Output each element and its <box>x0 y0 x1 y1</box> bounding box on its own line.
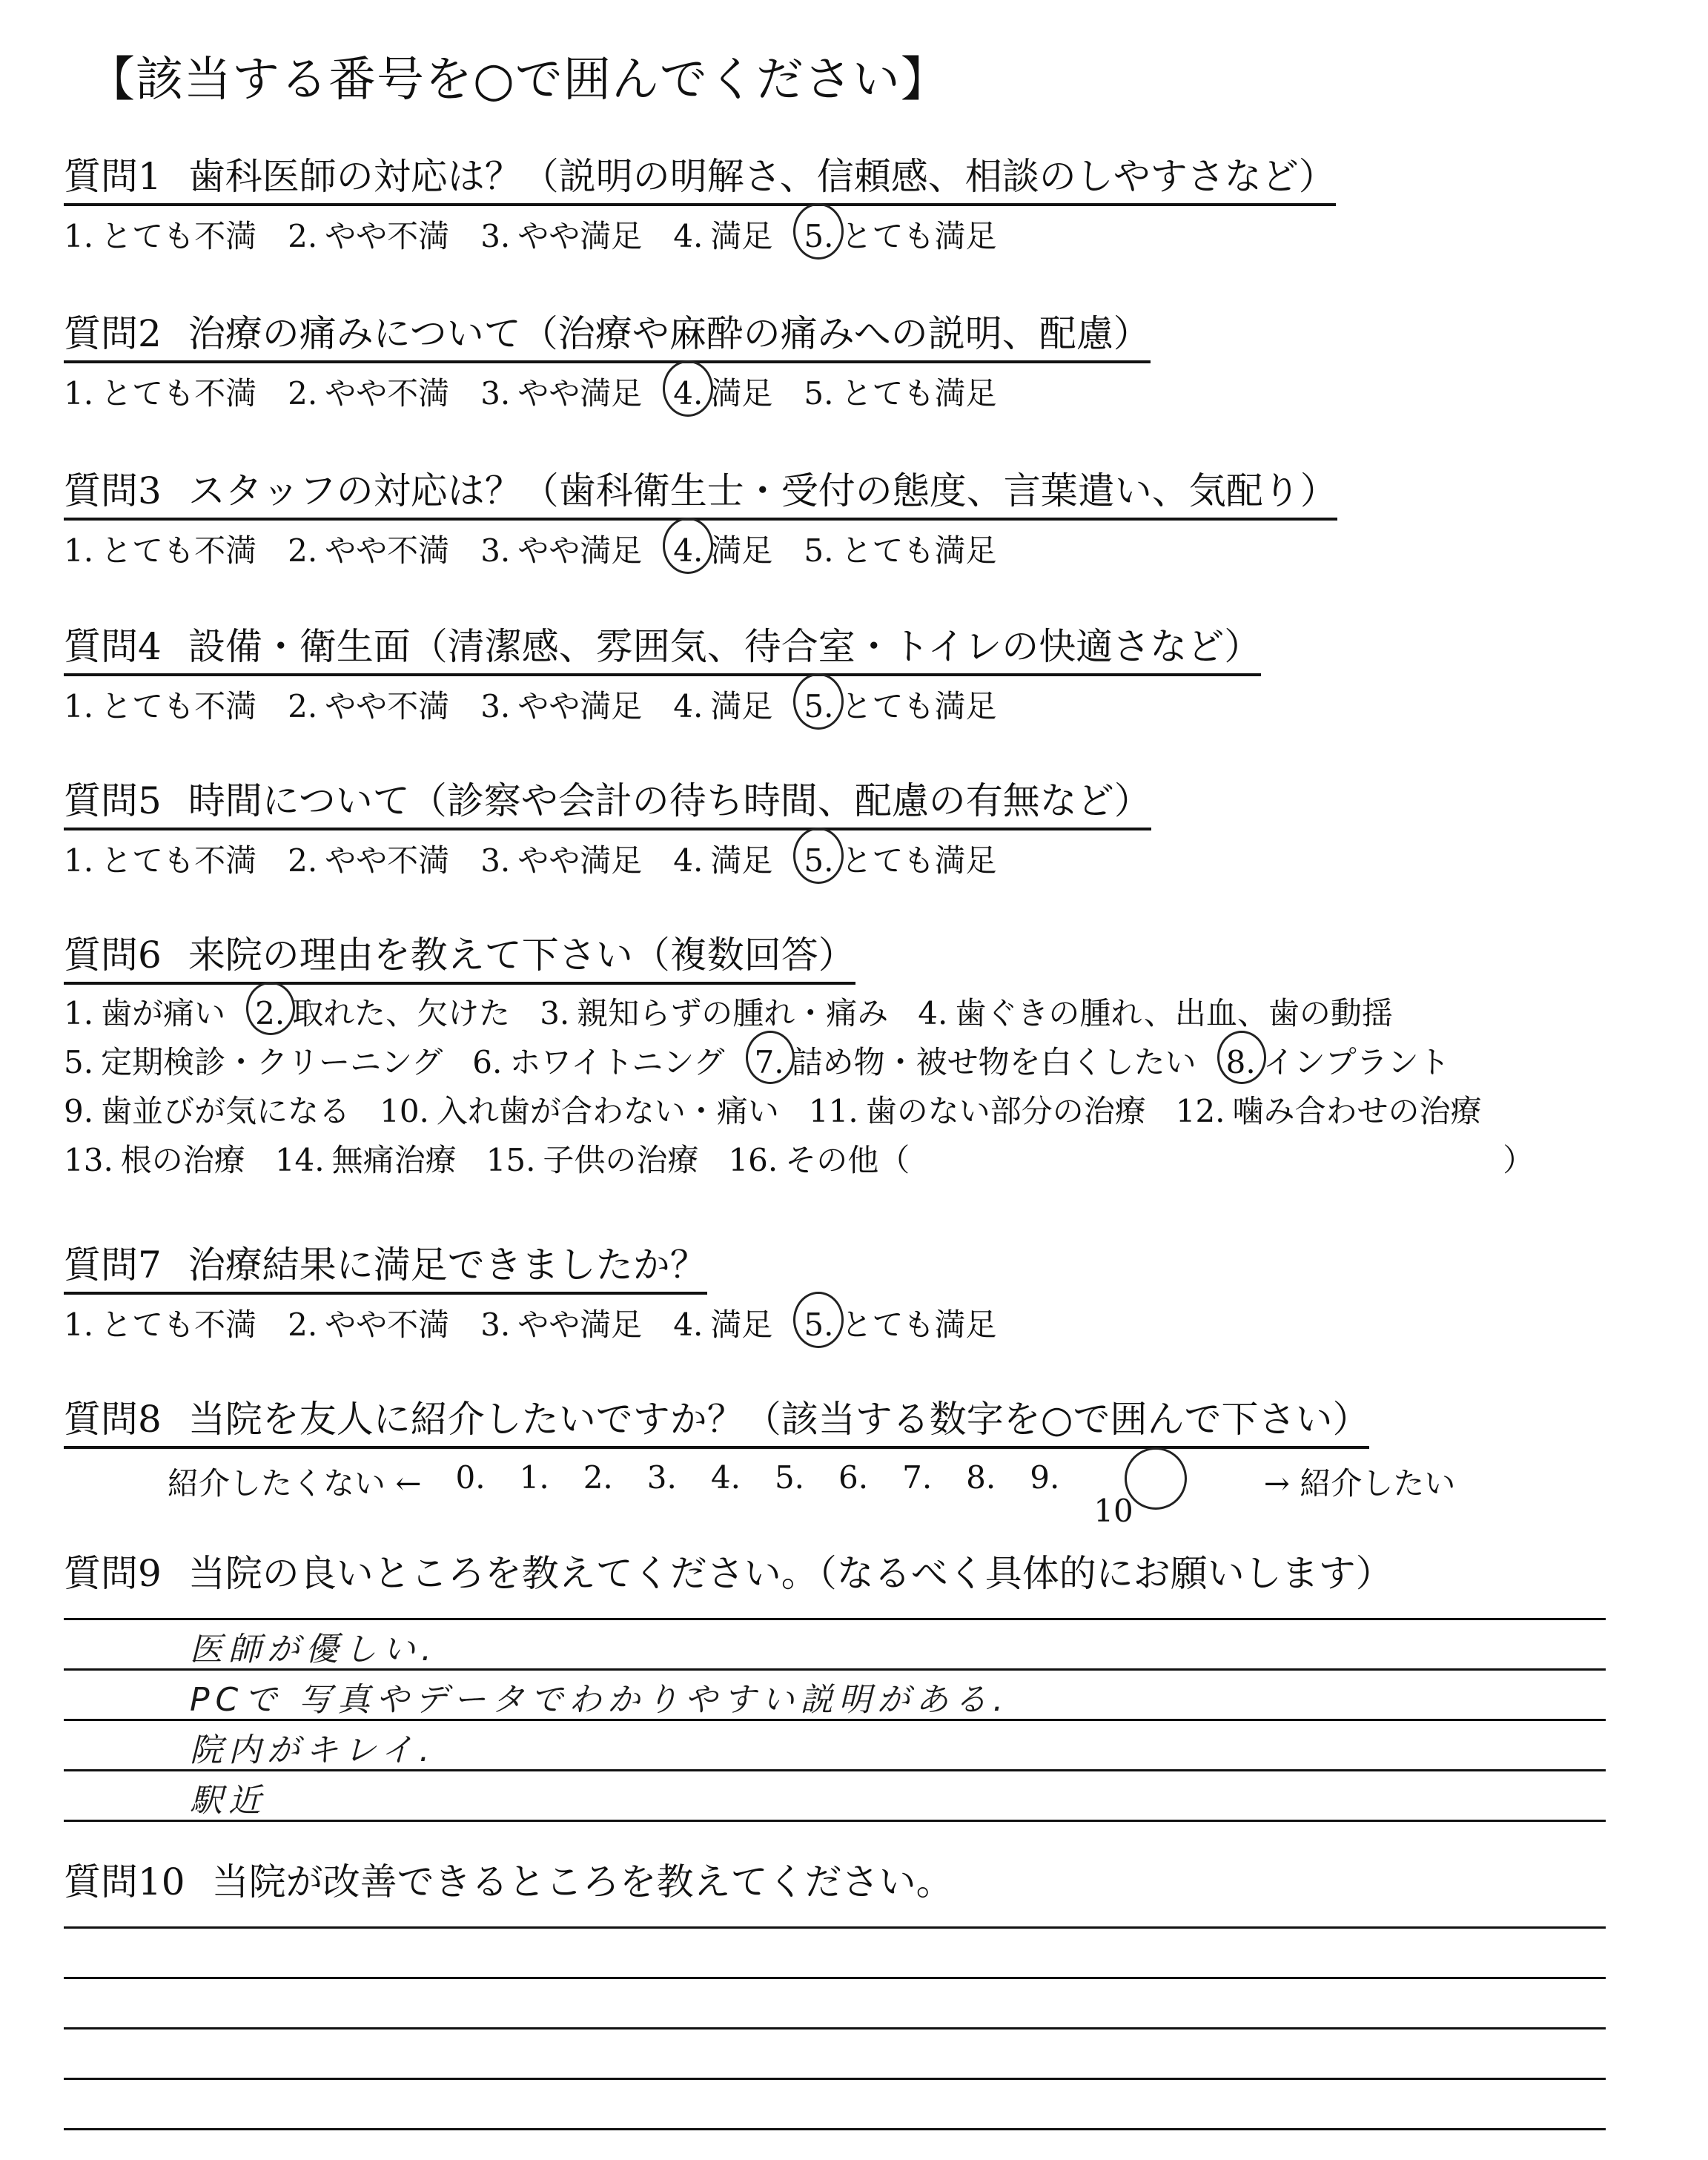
writing-line <box>64 2027 1606 2029</box>
option-number: 4. <box>673 218 704 254</box>
option-3[interactable] <box>480 682 642 727</box>
option-3[interactable] <box>480 836 642 881</box>
option-number: 10. <box>380 1093 429 1129</box>
option-label: 満足 <box>710 218 773 254</box>
question-number: 質問7 <box>64 1244 162 1287</box>
question-8 <box>64 1390 1680 1529</box>
reason-row <box>64 1087 1680 1132</box>
option-label: 満足 <box>710 1307 773 1343</box>
option-label: 親知らずの腫れ・痛み <box>577 995 889 1031</box>
option-2[interactable] <box>288 369 449 414</box>
option-1[interactable] <box>64 682 256 727</box>
question-text: スタッフの対応は？（歯科衛生士・受付の態度、言葉遣い、気配り） <box>188 469 1337 512</box>
option-number: 2. <box>288 218 318 254</box>
selected-circle <box>1125 1447 1187 1510</box>
selected-circle <box>1217 1031 1266 1084</box>
scale-value[interactable]: 4. <box>710 1459 741 1496</box>
option-label: とても満足 <box>841 532 997 569</box>
option-number: 5. <box>804 532 834 569</box>
option-label: やや満足 <box>517 842 643 879</box>
question-6 <box>64 925 1680 1180</box>
option-number: 4. <box>673 1307 704 1343</box>
option-label: とても不満 <box>101 842 257 879</box>
reason-option[interactable] <box>64 1136 245 1180</box>
option-label: 噛み合わせの治療 <box>1232 1093 1482 1129</box>
question-number: 質問4 <box>64 625 162 668</box>
option-label: やや満足 <box>517 218 643 254</box>
question-number: 質問2 <box>64 312 162 355</box>
reason-option[interactable] <box>728 1136 910 1180</box>
option-2[interactable] <box>288 682 449 727</box>
selected-circle <box>793 203 844 260</box>
option-1[interactable] <box>64 526 256 571</box>
reason-option[interactable] <box>1176 1087 1482 1132</box>
option-2[interactable] <box>288 1301 449 1345</box>
option-number: 3. <box>480 218 511 254</box>
scale-left-label: 紹介したくない ← <box>168 1465 422 1502</box>
option-number: 3. <box>480 688 511 724</box>
reason-row <box>64 989 1680 1034</box>
option-number: 4. <box>673 375 704 412</box>
option-label: やや不満 <box>325 532 450 569</box>
option-4[interactable] <box>673 682 772 727</box>
option-label: 歯が痛い <box>101 995 226 1031</box>
writing-line <box>64 1977 1606 1979</box>
option-label: やや不満 <box>325 375 450 412</box>
question-4 <box>64 617 1680 727</box>
scale-value[interactable]: 2. <box>583 1459 613 1496</box>
option-number: 1. <box>64 1307 94 1343</box>
question-1 <box>64 147 1680 257</box>
option-number: 2. <box>288 532 318 569</box>
question-3 <box>64 461 1680 571</box>
option-number: 12. <box>1175 1093 1225 1129</box>
option-number: 5. <box>804 218 834 254</box>
option-label: とても満足 <box>841 688 997 724</box>
option-1[interactable] <box>64 369 256 414</box>
option-number: 13. <box>64 1142 113 1178</box>
option-label: とても不満 <box>101 532 257 569</box>
option-2[interactable] <box>288 212 449 257</box>
reason-option[interactable] <box>918 989 1393 1034</box>
option-4[interactable] <box>673 369 772 414</box>
question-number: 質問10 <box>64 1860 185 1903</box>
option-number: 1. <box>64 688 94 724</box>
selected-circle <box>793 1292 844 1348</box>
option-number: 5. <box>804 842 834 879</box>
option-number: 1. <box>64 218 94 254</box>
option-label: とても不満 <box>101 1307 257 1343</box>
option-number: 2. <box>288 1307 318 1343</box>
option-label: やや満足 <box>517 1307 643 1343</box>
scale-right-label: → 紹介したい <box>1263 1465 1456 1502</box>
option-4[interactable] <box>673 1301 772 1345</box>
option-3[interactable] <box>480 1301 642 1345</box>
option-label: やや不満 <box>325 1307 450 1343</box>
question-number: 質問8 <box>64 1398 162 1441</box>
option-label: とても不満 <box>101 375 257 412</box>
option-label: 満足 <box>710 532 773 569</box>
handwritten-answer: 院内がキレイ. <box>190 1731 436 1769</box>
reason-row <box>64 1136 1680 1180</box>
option-label: 歯並びが気になる <box>101 1093 351 1129</box>
option-number: 2. <box>255 995 285 1031</box>
option-number: 2. <box>288 842 318 879</box>
option-label: 満足 <box>710 842 773 879</box>
writing-line <box>64 1926 1606 1929</box>
option-3[interactable] <box>480 526 642 571</box>
option-1[interactable] <box>64 212 256 257</box>
option-5[interactable] <box>804 526 996 571</box>
other-close-paren: ） <box>1503 1142 1535 1178</box>
reason-option[interactable] <box>809 1087 1146 1132</box>
option-number: 1. <box>64 532 94 569</box>
option-label: とても不満 <box>101 688 257 724</box>
option-label: やや不満 <box>325 688 450 724</box>
selected-circle <box>793 673 844 730</box>
option-1[interactable] <box>64 836 256 881</box>
option-label: インプラント <box>1262 1044 1450 1080</box>
selected-circle <box>663 360 713 417</box>
option-number: 4. <box>673 842 704 879</box>
option-label: やや不満 <box>325 218 450 254</box>
question-text: 設備・衛生面（清潔感、雰囲気、待合室・トイレの快適さなど） <box>188 625 1262 668</box>
question-2 <box>64 304 1680 414</box>
reason-option[interactable] <box>64 1038 443 1083</box>
option-number: 1. <box>64 995 94 1031</box>
option-number: 3. <box>480 532 511 569</box>
question-text: 治療の痛みについて（治療や麻酔の痛みへの説明、配慮） <box>188 312 1151 355</box>
scale-value[interactable]: 10 <box>1093 1493 1133 1529</box>
option-4[interactable] <box>673 526 772 571</box>
reason-option[interactable] <box>540 989 888 1034</box>
option-number: 6. <box>472 1044 503 1080</box>
selected-circle <box>246 982 295 1035</box>
option-number: 4. <box>918 995 948 1031</box>
scale-value[interactable]: 8. <box>966 1459 996 1496</box>
reason-option[interactable] <box>380 1087 779 1132</box>
question-text: 当院が改善できるところを教えてください。 <box>211 1860 953 1903</box>
writing-line <box>64 2128 1606 2130</box>
writing-line <box>64 2078 1606 2080</box>
answer-options <box>64 1301 1680 1345</box>
option-label: 満足 <box>710 375 773 412</box>
answer-options <box>64 212 1680 257</box>
answer-options <box>64 526 1680 571</box>
option-label: 取れた、欠けた <box>292 995 511 1031</box>
option-number: 1. <box>64 842 94 879</box>
option-5[interactable] <box>804 369 996 414</box>
option-label: 定期検診・クリーニング <box>101 1044 443 1080</box>
answer-options <box>64 369 1680 414</box>
question-number: 質問1 <box>64 155 162 198</box>
scale-value[interactable]: 7. <box>902 1459 933 1496</box>
option-number: 15. <box>486 1142 536 1178</box>
handwritten-answer: 医師が優しい. <box>190 1631 437 1668</box>
scale-value-selected <box>1093 1459 1229 1529</box>
option-label: 入れ歯が合わない・痛い <box>436 1093 779 1129</box>
selected-circle <box>663 518 713 574</box>
reason-option[interactable] <box>486 1136 699 1180</box>
option-label: やや不満 <box>325 842 450 879</box>
option-number: 3. <box>480 1307 511 1343</box>
option-label: 根の治療 <box>120 1142 245 1178</box>
option-number: 9. <box>64 1093 94 1129</box>
question-text: 当院を友人に紹介したいですか？（該当する数字を○で囲んで下さい） <box>188 1398 1370 1441</box>
option-2[interactable] <box>288 526 449 571</box>
question-number: 質問6 <box>64 934 162 977</box>
reason-options <box>64 989 1680 1180</box>
option-number: 4. <box>673 688 704 724</box>
option-3[interactable] <box>480 212 642 257</box>
selected-circle <box>746 1031 795 1084</box>
recommend-scale <box>64 1459 1680 1529</box>
scale-value[interactable]: 6. <box>838 1459 869 1496</box>
option-number: 3. <box>480 842 511 879</box>
option-label: やや満足 <box>517 688 643 724</box>
option-number: 11. <box>808 1093 858 1129</box>
question-text: 来院の理由を教えて下さい（複数回答） <box>188 934 855 977</box>
question-10 <box>64 1852 1680 1906</box>
option-number: 5. <box>64 1044 94 1080</box>
reason-option[interactable] <box>755 1038 1196 1083</box>
option-label: とても満足 <box>841 1307 997 1343</box>
option-number: 5. <box>804 1307 834 1343</box>
option-label: とても満足 <box>841 375 997 412</box>
scale-value[interactable]: 9. <box>1030 1459 1060 1496</box>
reason-option[interactable] <box>64 989 225 1034</box>
scale-value[interactable]: 5. <box>774 1459 805 1496</box>
scale-value[interactable]: 3. <box>646 1459 677 1496</box>
question-text: 当院の良いところを教えてください。（なるべく具体的にお願いします） <box>188 1552 1393 1595</box>
option-number: 14. <box>274 1142 325 1178</box>
option-label: やや満足 <box>517 532 643 569</box>
question-text: 時間について（診察や会計の待ち時間、配慮の有無など） <box>188 779 1151 822</box>
handwritten-answer: PCで 写真やデータでわかりやすい説明がある. <box>190 1681 1010 1719</box>
option-4[interactable] <box>673 836 772 881</box>
question-9 <box>64 1544 1680 1597</box>
question-number: 質問5 <box>64 779 162 822</box>
writing-line <box>64 1820 1606 1822</box>
option-label: 満足 <box>710 688 773 724</box>
option-2[interactable] <box>288 836 449 881</box>
question-5 <box>64 771 1680 881</box>
question-text: 歯科医師の対応は？（説明の明解さ、信頼感、相談のしやすさなど） <box>188 155 1336 198</box>
answer-options <box>64 682 1680 727</box>
reason-option[interactable] <box>1226 1038 1450 1083</box>
option-number: 1. <box>64 375 94 412</box>
option-number: 5. <box>804 375 834 412</box>
option-5[interactable] <box>804 212 996 257</box>
option-label: 歯ぐきの腫れ、出血、歯の動揺 <box>955 995 1393 1031</box>
option-label: とても満足 <box>841 842 997 879</box>
option-number: 16. <box>728 1142 778 1178</box>
option-number: 8. <box>1225 1044 1256 1080</box>
option-number: 3. <box>480 375 511 412</box>
writing-line <box>64 1618 1606 1620</box>
reason-option[interactable] <box>64 1087 350 1132</box>
answer-options <box>64 836 1680 881</box>
question-number: 質問9 <box>64 1552 162 1595</box>
option-label: その他（ <box>785 1142 910 1178</box>
option-label: 子供の治療 <box>543 1142 699 1178</box>
question-text: 治療結果に満足できましたか？ <box>188 1244 707 1287</box>
option-label: 歯のない部分の治療 <box>865 1093 1146 1129</box>
option-number: 4. <box>673 532 704 569</box>
scale-value[interactable]: 1. <box>519 1459 549 1496</box>
option-number: 5. <box>804 688 834 724</box>
option-number: 2. <box>288 375 318 412</box>
option-5[interactable] <box>804 1301 996 1345</box>
other-blank[interactable] <box>939 1136 1503 1180</box>
option-4[interactable] <box>673 212 772 257</box>
handwritten-answer: 駅近 <box>190 1782 267 1820</box>
option-label: 詰め物・被せ物を白くしたい <box>791 1044 1196 1080</box>
option-label: とても不満 <box>101 218 257 254</box>
reason-option[interactable] <box>275 1136 457 1180</box>
option-label: とても満足 <box>841 218 997 254</box>
option-5[interactable] <box>804 836 996 881</box>
reason-option[interactable] <box>255 989 510 1034</box>
option-label: ホワイトニング <box>509 1044 725 1080</box>
reason-row <box>64 1038 1680 1083</box>
option-5[interactable] <box>804 682 996 727</box>
instruction-header: 【該当する番号を○で囲んでください】 <box>87 53 949 108</box>
option-number: 3. <box>540 995 570 1031</box>
reason-option[interactable] <box>472 1038 724 1083</box>
scale-value[interactable]: 0. <box>455 1459 486 1496</box>
question-7 <box>64 1235 1680 1345</box>
question-number: 質問3 <box>64 469 162 512</box>
option-number: 2. <box>288 688 318 724</box>
selected-circle <box>793 828 844 884</box>
option-3[interactable] <box>480 369 642 414</box>
option-number: 7. <box>754 1044 784 1080</box>
option-label: やや満足 <box>517 375 643 412</box>
option-label: 無痛治療 <box>331 1142 457 1178</box>
option-1[interactable] <box>64 1301 256 1345</box>
